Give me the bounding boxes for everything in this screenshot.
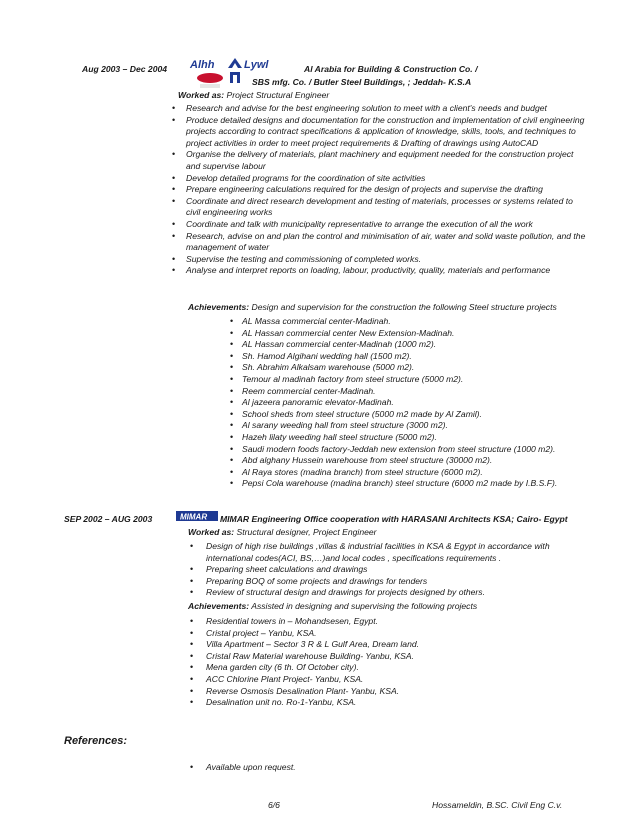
list-item: • Research, advise on and plan the control and minimisation of air, water and solid waste pollution, and the management of water xyxy=(172,231,588,254)
svg-text:Lywl: Lywl xyxy=(244,59,269,71)
list-item: • Available upon request. xyxy=(188,762,488,774)
footer-author: Hossameldin, B.SC. Civil Eng C.v. xyxy=(432,800,563,810)
list-item: • Al Raya stores (madina branch) from steel structure (6000 m2). xyxy=(230,467,600,479)
list-item: • Desalination unit no. Ro-1-Yanbu, KSA. xyxy=(188,697,580,709)
list-item: • School sheds from steel structure (5000 m2 made by Al Zamil). xyxy=(230,409,600,421)
list-item: • Review of structural design and drawings for projects designed by others. xyxy=(188,587,580,599)
list-item: • Al sarany weeding hall from steel structure (3000 m2). xyxy=(230,420,600,432)
job2-dates: SEP 2002 – AUG 2003 xyxy=(64,514,153,524)
list-item: • Preparing BOQ of some projects and drawings for tenders xyxy=(188,576,580,588)
job2-worked-as xyxy=(188,527,377,537)
list-item: • Research and advise for the best engineering solution to meet with a client's needs and budget xyxy=(172,103,588,115)
job2-company: MIMAR Engineering Office cooperation with HARASANI Architects KSA; Cairo- Egypt xyxy=(220,514,568,524)
achievements-label: Achievements: xyxy=(188,302,250,312)
achievements-label: Achievements: xyxy=(188,601,250,611)
list-item: • Cristal Raw Material warehouse Building- Yanbu, KSA. xyxy=(188,651,580,663)
job2-achievements xyxy=(188,601,477,611)
list-item: • Prepare engineering calculations required for the design of projects and supervise the drafting xyxy=(172,184,588,196)
mimar-logo-text: MIMAR xyxy=(180,512,208,522)
list-item: • Al jazeera panoramic elevator-Madinah. xyxy=(230,397,600,409)
job1-duties-list xyxy=(172,103,588,277)
job1-company-line2: SBS mfg. Co. / Butler Steel Buildings, ; Jeddah- K.S.A xyxy=(252,77,472,87)
references-list xyxy=(188,762,488,774)
list-item: • Reverse Osmosis Desalination Plant- Yanbu, KSA. xyxy=(188,686,580,698)
list-item: • Design of high rise buildings ,villas & industrial facilities in KSA & Egypt in accordance with international codes(ACI, BS,…)and local codes , specifications requirements . xyxy=(188,541,580,564)
list-item: • Coordinate and talk with municipality representative to arrange the execution of all the work xyxy=(172,219,588,231)
achievements-value: Design and supervision for the construction the following Steel structure projects xyxy=(249,302,557,312)
worked-as-label: Worked as: xyxy=(178,90,225,100)
list-item: • Reem commercial center-Madinah. xyxy=(230,386,600,398)
list-item: • Hazeh lilaty weeding hall steel structure (5000 m2). xyxy=(230,432,600,444)
list-item: • ACC Chlorine Plant Project- Yanbu, KSA. xyxy=(188,674,580,686)
list-item: • Villa Apartment – Sector 3 R & L Gulf Area, Dream land. xyxy=(188,639,580,651)
company-logo-mimar xyxy=(176,510,218,522)
svg-text:Alhh: Alhh xyxy=(190,59,215,71)
references-heading: References: xyxy=(64,735,127,747)
list-item: • AL Massa commercial center-Madinah. xyxy=(230,316,600,328)
job2-duties-list xyxy=(188,541,580,599)
job1-projects-list xyxy=(230,316,600,490)
footer-page-number: 6/6 xyxy=(268,800,280,810)
list-item: • Preparing sheet calculations and drawings xyxy=(188,564,580,576)
worked-as-label: Worked as: xyxy=(188,527,235,537)
list-item: • AL Hassan commercial center-Madinah (1000 m2). xyxy=(230,339,600,351)
list-item: • Supervise the testing and commissioning of completed works. xyxy=(172,254,588,266)
list-item: • Analyse and interpret reports on loading, labour, productivity, quality, materials and performance xyxy=(172,265,588,277)
worked-as-value: Project Structural Engineer xyxy=(224,90,330,100)
list-item: • Abd alghany Hussein warehouse from steel structure (30000 m2). xyxy=(230,455,600,467)
job1-worked-as xyxy=(178,90,329,100)
list-item: • Sh. Hamod Algihani wedding hall (1500 m2). xyxy=(230,351,600,363)
list-item: • AL Hassan commercial center New Extension-Madinah. xyxy=(230,328,600,340)
list-item: • Residential towers in – Mohandsesen, Egypt. xyxy=(188,616,580,628)
job1-company-line1: Al Arabia for Building & Construction Co. / xyxy=(304,64,478,74)
worked-as-value: Structural designer, Project Engineer xyxy=(234,527,377,537)
list-item: • Coordinate and direct research development and testing of materials, processes or systems related to civil engineering works xyxy=(172,196,588,219)
list-item: • Mena garden city (6 th. Of October city). xyxy=(188,662,580,674)
list-item: • Pepsi Cola warehouse (madina branch) steel structure (6000 m2 made by I.B.S.F). xyxy=(230,478,600,490)
job1-dates: Aug 2003 – Dec 2004 xyxy=(82,64,168,74)
list-item: • Organise the delivery of materials, plant machinery and equipment needed for the construction project and supervise labour xyxy=(172,149,588,172)
list-item: • Temour al madinah factory from steel structure (5000 m2). xyxy=(230,374,600,386)
job2-projects-list xyxy=(188,616,580,709)
list-item: • Develop detailed programs for the coordination of site activities xyxy=(172,173,588,185)
list-item: • Cristal project – Yanbu, KSA. xyxy=(188,628,580,640)
list-item: • Sh. Abrahim Alkalsam warehouse (5000 m2). xyxy=(230,362,600,374)
list-item: • Produce detailed designs and documentation for the construction and implementation of civil engineering projects according to contract specifications & application of knowledge, skills, tools, and techniques to project activities in order to meet project requirements & Drafting of drawings using AutoCAD xyxy=(172,115,588,150)
achievements-value: Assisted in designing and supervising the following projects xyxy=(249,601,478,611)
job1-achievements xyxy=(188,302,557,312)
list-item: • Saudi modern foods factory-Jeddah new extension from steel structure (1000 m2). xyxy=(230,444,600,456)
